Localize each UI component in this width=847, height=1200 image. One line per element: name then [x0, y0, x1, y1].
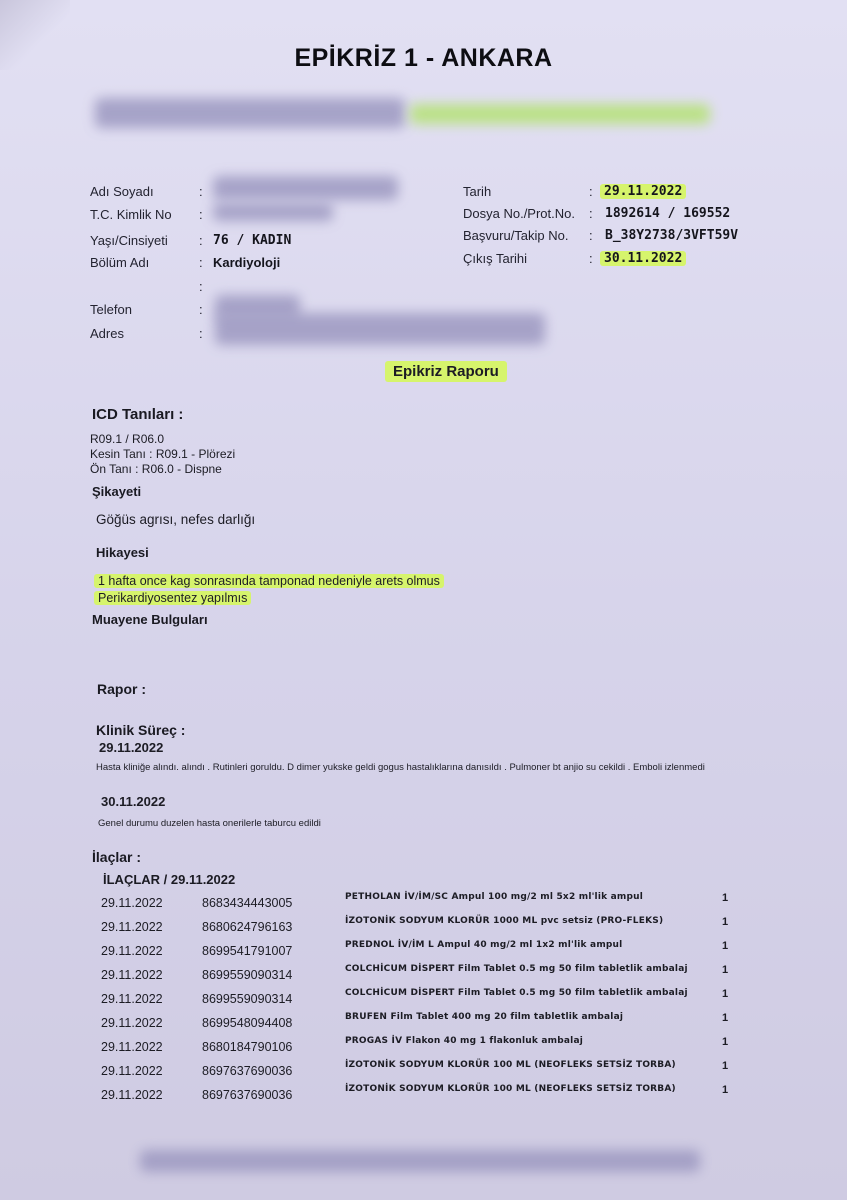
medication-row — [0, 940, 847, 966]
value-file-no: 1892614 / 169552 — [605, 206, 731, 221]
label-file-no: Dosya No./Prot.No. — [463, 206, 575, 221]
highlight-report-title: Epikriz Raporu — [385, 361, 507, 382]
medication-quantity: 1 — [722, 1036, 729, 1048]
medication-quantity: 1 — [722, 1012, 729, 1024]
highlight-discharge-date: 30.11.2022 — [600, 251, 686, 266]
label-application-no: Başvuru/Takip No. — [463, 228, 569, 243]
medication-date: 29.11.2022 — [101, 1016, 163, 1030]
medication-date: 29.11.2022 — [101, 896, 163, 910]
examination-heading: Muayene Bulguları — [92, 612, 208, 627]
value-department: Kardiyoloji — [213, 255, 281, 270]
complaint-heading: Şikayeti — [92, 484, 142, 499]
label-tc: T.C. Kimlik No — [90, 207, 172, 222]
document-title: EPİKRİZ 1 - ANKARA — [294, 44, 553, 72]
medication-row — [0, 1084, 847, 1110]
medication-barcode: 8699541791007 — [202, 944, 293, 958]
label-discharge-date: Çıkış Tarihi — [463, 251, 528, 266]
medication-name: BRUFEN Film Tablet 400 mg 20 film tabletlik ambalaj — [345, 1012, 624, 1022]
colon: : — [199, 207, 203, 222]
medication-name: PETHOLAN İV/İM/SC Ampul 100 mg/2 ml 5x2 ml'lik ampul — [345, 892, 644, 902]
medication-quantity: 1 — [722, 1060, 729, 1072]
value-date — [600, 184, 686, 199]
redacted-header-right — [410, 104, 710, 124]
clinical-entry-date: 30.11.2022 — [101, 794, 166, 809]
label-department: Bölüm Adı — [90, 255, 150, 270]
highlight-history-1: 1 hafta once kag sonrasında tamponad nedeniyle arets olmus — [94, 574, 444, 588]
medication-quantity: 1 — [722, 964, 729, 976]
value-age-sex: 76 / KADIN — [213, 233, 292, 248]
medication-date: 29.11.2022 — [101, 944, 163, 958]
medication-date: 29.11.2022 — [101, 1064, 163, 1078]
medication-quantity: 1 — [722, 1084, 729, 1096]
medication-barcode: 8680624796163 — [202, 920, 293, 934]
redacted-footer — [140, 1150, 700, 1172]
medication-date: 29.11.2022 — [101, 968, 163, 982]
medication-row — [0, 964, 847, 990]
medication-quantity: 1 — [722, 916, 729, 928]
medication-name: COLCHİCUM DİSPERT Film Tablet 0.5 mg 50 film tabletlik ambalaj — [345, 964, 688, 974]
medication-date: 29.11.2022 — [101, 920, 163, 934]
colon: : — [589, 206, 593, 221]
medication-date: 29.11.2022 — [101, 992, 163, 1006]
colon: : — [199, 184, 203, 199]
redacted-header-left — [95, 98, 405, 128]
medication-name: İZOTONİK SODYUM KLORÜR 100 ML (NEOFLEKS SETSİZ TORBA) — [345, 1084, 676, 1094]
history-heading: Hikayesi — [96, 545, 149, 560]
label-address: Adres — [90, 326, 124, 341]
medication-date: 29.11.2022 — [101, 1088, 163, 1102]
colon: : — [589, 184, 593, 199]
medication-name: İZOTONİK SODYUM KLORÜR 1000 ML pvc setsiz (PRO-FLEKS) — [345, 916, 664, 926]
label-age-sex: Yaşı/Cinsiyeti — [90, 233, 168, 248]
medication-name: COLCHİCUM DİSPERT Film Tablet 0.5 mg 50 film tabletlik ambalaj — [345, 988, 688, 998]
redacted-name — [213, 176, 398, 200]
label-name: Adı Soyadı — [90, 184, 154, 199]
medication-date: 29.11.2022 — [101, 1040, 163, 1054]
value-application-no: B_38Y2738/3VFT59V — [605, 228, 739, 243]
medication-row — [0, 1036, 847, 1062]
colon: : — [199, 302, 203, 317]
medication-name: PROGAS İV Flakon 40 mg 1 flakonluk ambalaj — [345, 1036, 584, 1046]
clinical-entry-date: 29.11.2022 — [99, 740, 164, 755]
value-discharge-date — [600, 251, 686, 266]
clinical-entry-text: Hasta kliniğe alındı. alındı . Rutinleri goruldu. D dimer yukske geldi gogus hastalıklarına danısıldı . Pulmoner bt anjio su cekildi . Emboli izlenmedi — [96, 762, 705, 773]
clinical-process-heading: Klinik Süreç : — [96, 722, 186, 738]
clinical-entry-text: Genel durumu duzelen hasta onerilerle taburcu edildi — [98, 818, 321, 829]
medication-barcode: 8699559090314 — [202, 992, 293, 1006]
medication-quantity: 1 — [722, 988, 729, 1000]
medication-row — [0, 892, 847, 918]
medication-barcode: 8680184790106 — [202, 1040, 293, 1054]
colon: : — [589, 228, 593, 243]
medication-barcode: 8697637690036 — [202, 1064, 293, 1078]
medication-name: İZOTONİK SODYUM KLORÜR 100 ML (NEOFLEKS SETSİZ TORBA) — [345, 1060, 676, 1070]
medication-barcode: 8697637690036 — [202, 1088, 293, 1102]
medication-row — [0, 988, 847, 1014]
medication-barcode: 8699559090314 — [202, 968, 293, 982]
icd-preliminary-diagnosis: Ön Tanı : R06.0 - Dispne — [90, 462, 222, 476]
label-phone: Telefon — [90, 302, 132, 317]
redacted-tc — [213, 203, 333, 221]
complaint-text: Göğüs agrısı, nefes darlığı — [96, 512, 256, 527]
medication-name: PREDNOL İV/İM L Ampul 40 mg/2 ml 1x2 ml'lik ampul — [345, 940, 623, 950]
colon: : — [199, 279, 203, 294]
medication-barcode: 8683434443005 — [202, 896, 293, 910]
medication-row — [0, 1060, 847, 1086]
icd-heading: ICD Tanıları : — [92, 406, 184, 423]
report-title — [385, 363, 507, 380]
highlight-history-2: Perikardiyosentez yapılmıs — [94, 591, 251, 605]
medication-row — [0, 916, 847, 942]
medications-subheading: İLAÇLAR / 29.11.2022 — [103, 872, 236, 887]
medication-quantity: 1 — [722, 940, 729, 952]
colon: : — [199, 255, 203, 270]
redacted-address — [215, 313, 545, 345]
history-line-1 — [94, 574, 444, 588]
colon: : — [589, 251, 593, 266]
medication-barcode: 8699548094408 — [202, 1016, 293, 1030]
colon: : — [199, 233, 203, 248]
history-line-2 — [94, 591, 251, 605]
highlight-date: 29.11.2022 — [600, 184, 686, 199]
icd-definite-diagnosis: Kesin Tanı : R09.1 - Plörezi — [90, 447, 236, 461]
colon: : — [199, 326, 203, 341]
report-heading: Rapor : — [97, 681, 146, 697]
medication-row — [0, 1012, 847, 1038]
medications-heading: İlaçlar : — [92, 849, 142, 865]
medication-quantity: 1 — [722, 892, 729, 904]
label-date: Tarih — [463, 184, 492, 199]
icd-codes: R09.1 / R06.0 — [90, 432, 165, 446]
